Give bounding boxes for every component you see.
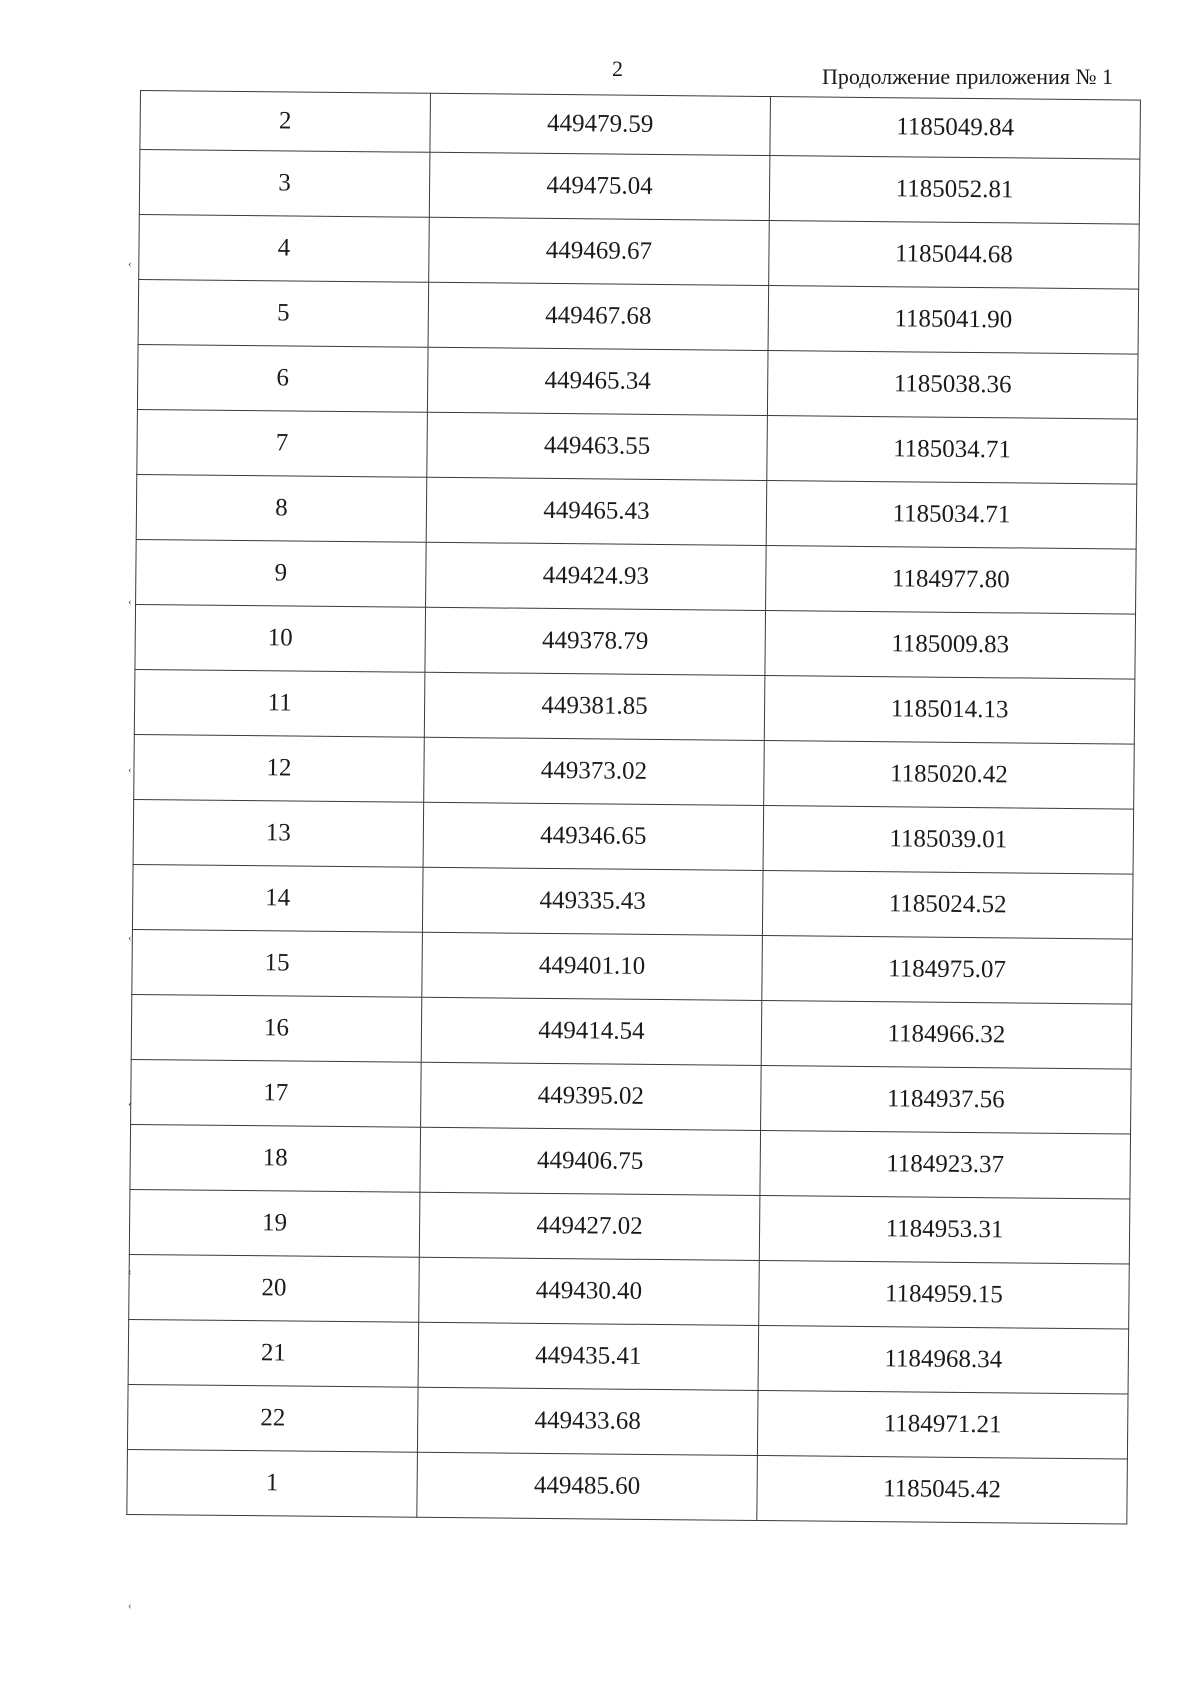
point-number-cell: 10 bbox=[135, 604, 426, 672]
point-number-cell: 9 bbox=[136, 539, 427, 607]
y-coordinate-cell: 1185009.83 bbox=[765, 611, 1136, 680]
table-row bbox=[137, 344, 1138, 419]
table-row bbox=[137, 409, 1138, 484]
y-coordinate-cell: 1185041.90 bbox=[768, 286, 1139, 355]
scan-mark: ‹ bbox=[128, 596, 132, 608]
table-row bbox=[127, 1449, 1128, 1524]
point-number-cell: 5 bbox=[138, 279, 429, 347]
y-coordinate-cell: 1185038.36 bbox=[767, 351, 1138, 420]
table-row bbox=[129, 1189, 1130, 1264]
y-coordinate-cell: 1184959.15 bbox=[759, 1260, 1130, 1329]
scan-mark: ‹ bbox=[128, 932, 132, 944]
y-coordinate-cell: 1184937.56 bbox=[761, 1066, 1132, 1135]
x-coordinate-cell: 449427.02 bbox=[419, 1192, 760, 1260]
y-coordinate-cell: 1184923.37 bbox=[760, 1131, 1131, 1200]
scan-mark: ‹ bbox=[128, 1600, 132, 1612]
point-number-cell: 4 bbox=[139, 214, 430, 282]
x-coordinate-cell: 449414.54 bbox=[421, 997, 762, 1065]
x-coordinate-cell: 449346.65 bbox=[423, 802, 764, 870]
y-coordinate-cell: 1184975.07 bbox=[762, 936, 1133, 1005]
y-coordinate-cell: 1185020.42 bbox=[764, 741, 1135, 810]
y-coordinate-cell: 1184977.80 bbox=[766, 546, 1137, 615]
point-number-cell: 1 bbox=[127, 1449, 418, 1517]
table-row bbox=[134, 734, 1135, 809]
x-coordinate-cell: 449465.34 bbox=[427, 347, 768, 415]
coordinates-table-container bbox=[126, 90, 1140, 1525]
scan-mark: ‹ bbox=[128, 764, 132, 776]
x-coordinate-cell: 449381.85 bbox=[424, 672, 765, 740]
table-row bbox=[135, 604, 1136, 679]
table-row bbox=[130, 1124, 1131, 1199]
x-coordinate-cell: 449479.59 bbox=[430, 93, 771, 155]
page-number: 2 bbox=[612, 56, 623, 81]
point-number-cell: 3 bbox=[139, 150, 430, 218]
scan-mark: ‹ bbox=[128, 258, 132, 270]
table-row bbox=[128, 1319, 1129, 1394]
table-row bbox=[134, 669, 1135, 744]
y-coordinate-cell: 1185039.01 bbox=[763, 806, 1134, 875]
point-number-cell: 17 bbox=[131, 1059, 422, 1127]
table-row bbox=[136, 539, 1137, 614]
y-coordinate-cell: 1184953.31 bbox=[759, 1196, 1130, 1265]
y-coordinate-cell: 1184966.32 bbox=[761, 1001, 1132, 1070]
y-coordinate-cell: 1185034.71 bbox=[767, 416, 1138, 485]
table-row bbox=[129, 1254, 1130, 1329]
point-number-cell: 7 bbox=[137, 409, 428, 477]
table-row bbox=[139, 150, 1140, 225]
y-coordinate-cell: 1185045.42 bbox=[757, 1455, 1128, 1524]
x-coordinate-cell: 449401.10 bbox=[422, 932, 763, 1000]
x-coordinate-cell: 449465.43 bbox=[426, 477, 767, 545]
continuation-label: Продолжение приложения № 1 bbox=[822, 64, 1113, 89]
point-number-cell: 16 bbox=[131, 994, 422, 1062]
table-row bbox=[131, 1059, 1132, 1134]
scan-mark: ‹ bbox=[128, 1266, 132, 1278]
x-coordinate-cell: 449435.41 bbox=[418, 1322, 759, 1390]
table-row bbox=[140, 91, 1141, 160]
y-coordinate-cell: 1185024.52 bbox=[762, 871, 1133, 940]
y-coordinate-cell: 1185049.84 bbox=[770, 97, 1141, 160]
x-coordinate-cell: 449395.02 bbox=[421, 1062, 762, 1130]
x-coordinate-cell: 449469.67 bbox=[429, 217, 770, 285]
point-number-cell: 12 bbox=[134, 734, 425, 802]
table-row bbox=[132, 929, 1133, 1004]
scan-mark: ‹ bbox=[128, 1098, 132, 1110]
x-coordinate-cell: 449467.68 bbox=[428, 282, 769, 350]
point-number-cell: 6 bbox=[137, 344, 428, 412]
coordinates-table bbox=[126, 90, 1141, 1525]
y-coordinate-cell: 1185034.71 bbox=[766, 481, 1137, 550]
x-coordinate-cell: 449406.75 bbox=[420, 1127, 761, 1195]
point-number-cell: 19 bbox=[129, 1189, 420, 1257]
x-coordinate-cell: 449424.93 bbox=[426, 542, 767, 610]
x-coordinate-cell: 449475.04 bbox=[429, 152, 770, 220]
point-number-cell: 22 bbox=[127, 1384, 418, 1452]
x-coordinate-cell: 449373.02 bbox=[424, 737, 765, 805]
y-coordinate-cell: 1185014.13 bbox=[764, 676, 1135, 745]
x-coordinate-cell: 449378.79 bbox=[425, 607, 766, 675]
y-coordinate-cell: 1184968.34 bbox=[758, 1325, 1129, 1394]
point-number-cell: 20 bbox=[129, 1254, 420, 1322]
point-number-cell: 13 bbox=[133, 799, 424, 867]
x-coordinate-cell: 449433.68 bbox=[417, 1387, 758, 1455]
x-coordinate-cell: 449485.60 bbox=[417, 1452, 758, 1520]
point-number-cell: 2 bbox=[140, 91, 431, 153]
y-coordinate-cell: 1184971.21 bbox=[757, 1390, 1128, 1459]
table-row bbox=[127, 1384, 1128, 1459]
y-coordinate-cell: 1185044.68 bbox=[769, 221, 1140, 290]
point-number-cell: 15 bbox=[132, 929, 423, 997]
table-row bbox=[139, 214, 1140, 289]
x-coordinate-cell: 449335.43 bbox=[422, 867, 763, 935]
table-row bbox=[133, 799, 1134, 874]
table-row bbox=[131, 994, 1132, 1069]
point-number-cell: 8 bbox=[136, 474, 427, 542]
x-coordinate-cell: 449430.40 bbox=[419, 1257, 760, 1325]
y-coordinate-cell: 1185052.81 bbox=[769, 156, 1140, 225]
point-number-cell: 14 bbox=[132, 864, 423, 932]
x-coordinate-cell: 449463.55 bbox=[427, 412, 768, 480]
point-number-cell: 21 bbox=[128, 1319, 419, 1387]
table-row bbox=[132, 864, 1133, 939]
table-row bbox=[136, 474, 1137, 549]
point-number-cell: 18 bbox=[130, 1124, 421, 1192]
point-number-cell: 11 bbox=[134, 669, 425, 737]
table-row bbox=[138, 279, 1139, 354]
